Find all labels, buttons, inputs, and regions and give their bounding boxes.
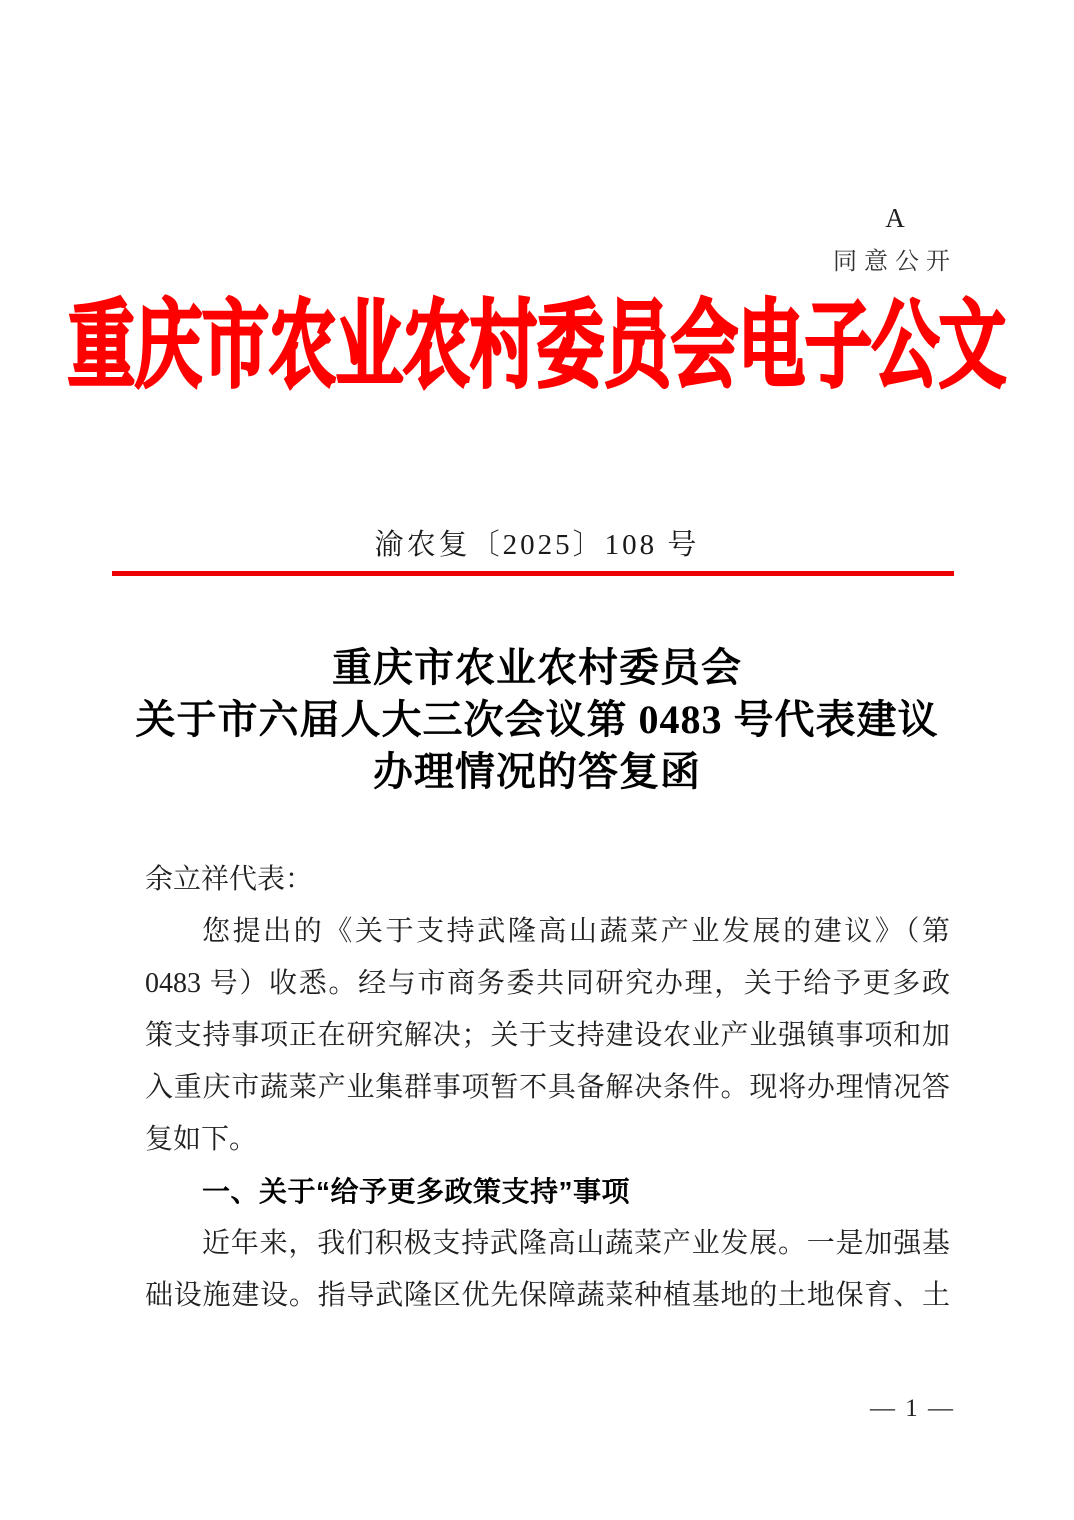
body-line: 策支持事项正在研究解决；关于支持建设农业产业强镇事项和加 [145,1020,950,1051]
classification-mark: A [885,203,905,233]
doc-title [0,642,1074,798]
page-number: — 1 — [870,1395,955,1422]
body-line: 余立祥代表： [145,864,314,895]
approval-block [780,200,1010,282]
banner-title: 重庆市农业农村委员会电子公文 [68,294,1006,400]
body-line: 一、关于“给予更多政策支持”事项 [202,1176,631,1207]
body-line: 础设施建设。指导武隆区优先保障蔬菜种植基地的土地保育、土 [145,1280,950,1311]
red-separator-rule [112,571,954,576]
doc-number: 渝农复〔2025〕108 号 [374,529,700,561]
doc-title-line: 重庆市农业农村委员会 [332,645,742,690]
body-line: 0483 号）收悉。经与市商务委共同研究办理，关于给予更多政 [145,968,950,999]
body-line: 复如下。 [145,1124,258,1155]
doc-title-line: 办理情况的答复函 [373,749,701,794]
doc-title-line: 关于市六届人大三次会议第 0483 号代表建议 [135,697,939,742]
body-line: 近年来，我们积极支持武隆高山蔬菜产业发展。一是加强基 [202,1228,950,1259]
disclosure-label: 同意公开 [833,249,957,275]
body-text [145,854,950,1322]
body-line: 您提出的《关于支持武隆高山蔬菜产业发展的建议》（第 [202,916,950,947]
body-line: 入重庆市蔬菜产业集群事项暂不具备解决条件。现将办理情况答 [145,1072,950,1103]
